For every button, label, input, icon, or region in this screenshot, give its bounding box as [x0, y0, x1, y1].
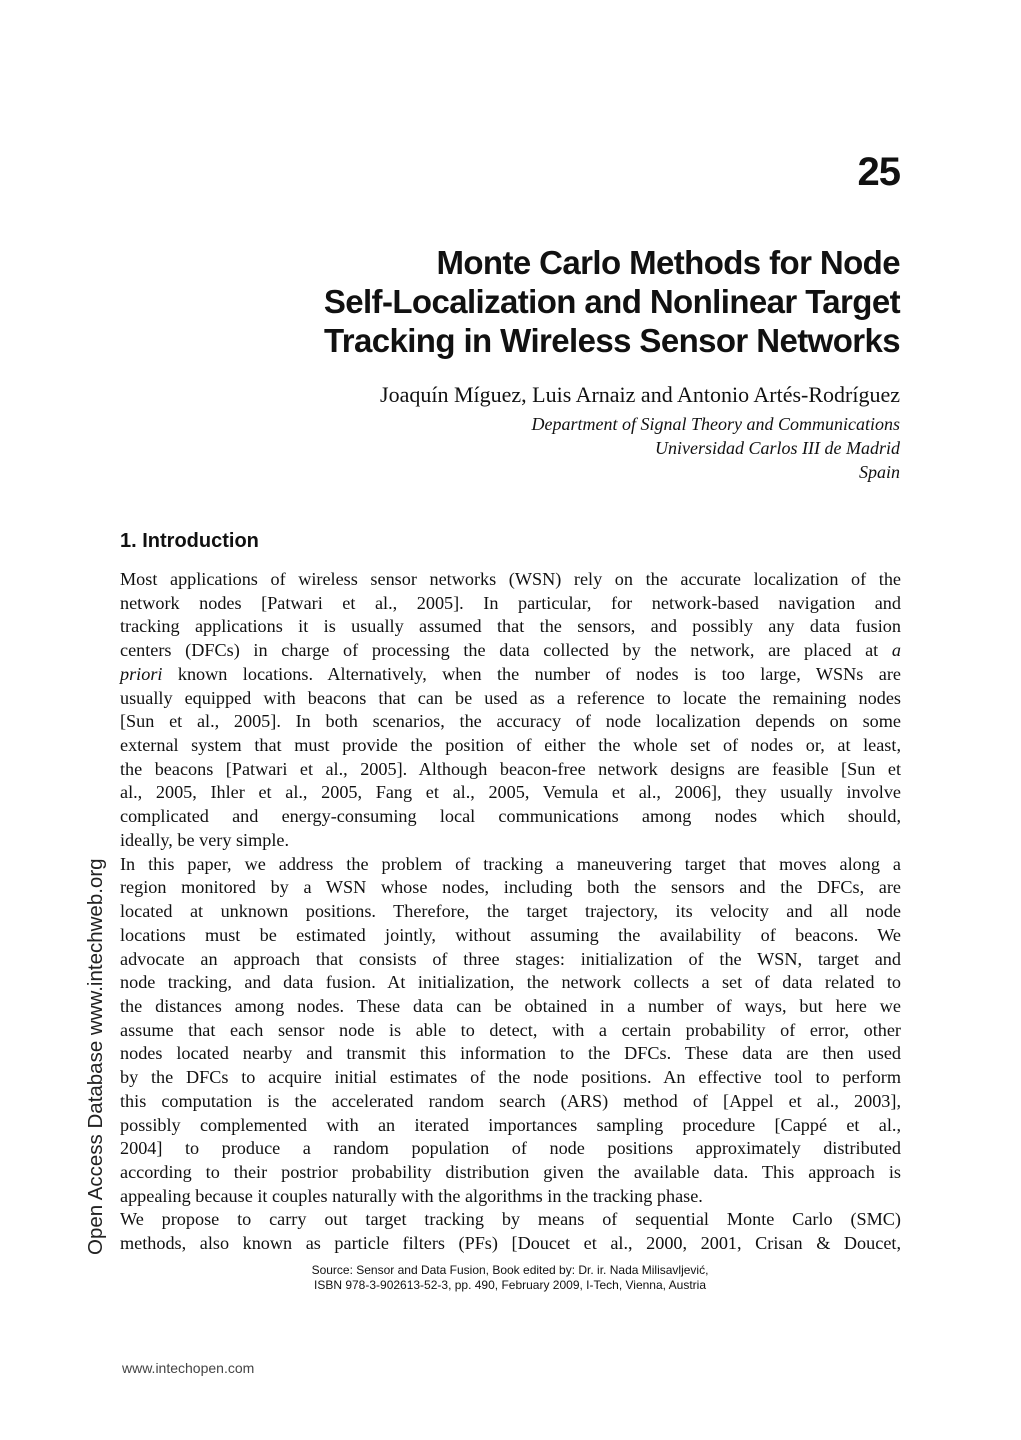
title-line: Tracking in Wireless Sensor Networks	[324, 322, 900, 359]
text-line: We propose to carry out target tracking by means of sequential Monte Carlo (SMC)	[120, 1209, 901, 1230]
italic-text: a	[891, 640, 901, 661]
text-line: the beacons [Patwari et al., 2005]. Although beacon-free network designs are feasible [Sun et	[120, 758, 901, 779]
text-line: locations must be estimated jointly, without assuming the availability of beacons. We	[120, 924, 901, 945]
vertical-database-label: Open Access Database www.intechweb.org	[84, 858, 107, 1255]
authors: Joaquín Míguez, Luis Arnaiz and Antonio Artés-Rodríguez	[380, 382, 900, 407]
source-line: ISBN 978-3-902613-52-3, pp. 490, February 2009, I-Tech, Vienna, Austria	[313, 1278, 707, 1292]
text-line: the distances among nodes. These data can be obtained in a number of ways, but here we	[120, 995, 901, 1016]
chapter-title	[200, 243, 900, 360]
source-citation	[290, 1263, 730, 1293]
text-line: region monitored by a WSN whose nodes, including both the sensors and the DFCs, are	[120, 877, 901, 898]
text-line: advocate an approach that consists of three stages: initialization of the WSN, target and	[120, 948, 901, 969]
footer-url: www.intechopen.com	[122, 1360, 255, 1376]
italic-text: priori	[120, 663, 163, 684]
affiliation-department: Department of Signal Theory and Communications	[531, 414, 900, 434]
text-line: tracking applications it is usually assumed that the sensors, and possibly any data fusion	[120, 616, 901, 637]
text-line	[120, 639, 901, 663]
section-heading: 1. Introduction	[120, 530, 259, 552]
text-line: methods, also known as particle filters (PFs) [Doucet et al., 2000, 2001, Crisan & Doucet,	[120, 1233, 901, 1254]
text-line: according to their postrior probability distribution given the available data. This approach is	[120, 1161, 901, 1182]
text-line: al., 2005, Ihler et al., 2005, Fang et al., 2005, Vemula et al., 2006], they usually involve	[120, 782, 901, 803]
title-line: Self-Localization and Nonlinear Target	[323, 283, 900, 320]
title-line: Monte Carlo Methods for Node	[436, 244, 900, 281]
text-line: nodes located nearby and transmit this information to the DFCs. These data are then used	[120, 1043, 901, 1064]
text-run: known locations. Alternatively, when the number of nodes is too large, WSNs are	[162, 663, 901, 684]
affiliation-university: Universidad Carlos III de Madrid	[655, 438, 900, 458]
text-line: located at unknown positions. Therefore, the target trajectory, its velocity and all node	[120, 901, 901, 922]
text-line: node tracking, and data fusion. At initialization, the network collects a set of data related to	[120, 972, 901, 993]
text-line: Most applications of wireless sensor networks (WSN) rely on the accurate localization of the	[120, 569, 901, 589]
text-line: assume that each sensor node is able to detect, with a certain probability of error, other	[120, 1019, 901, 1040]
text-line: In this paper, we address the problem of tracking a maneuvering target that moves along a	[120, 853, 901, 874]
text-line	[120, 663, 901, 687]
text-line: appealing because it couples naturally with the algorithms in the tracking phase.	[120, 1185, 703, 1206]
source-line: Source: Sensor and Data Fusion, Book edited by: Dr. ir. Nada Milisavljević,	[311, 1263, 709, 1277]
text-line: 2004] to produce a random population of node positions approximately distributed	[120, 1138, 901, 1159]
text-line: network nodes [Patwari et al., 2005]. In particular, for network-based navigation and	[120, 592, 901, 613]
text-line: external system that must provide the position of either the whole set of nodes or, at least,	[120, 735, 901, 756]
affiliation	[532, 412, 900, 484]
text-line: usually equipped with beacons that can be used as a reference to locate the remaining nodes	[120, 687, 901, 708]
chapter-number: 25	[857, 150, 900, 194]
text-line: complicated and energy-consuming local communications among nodes which should,	[120, 806, 901, 827]
text-run: centers (DFCs) in charge of processing the data collected by the network, are placed at	[120, 640, 892, 661]
text-line: [Sun et al., 2005]. In both scenarios, the accuracy of node localization depends on some	[120, 711, 901, 732]
text-line: ideally, be very simple.	[120, 829, 290, 850]
text-line: by the DFCs to acquire initial estimates of the node positions. An effective tool to perform	[120, 1067, 901, 1088]
affiliation-country: Spain	[858, 462, 900, 482]
text-line: possibly complemented with an iterated importances sampling procedure [Cappé et al.,	[120, 1114, 901, 1135]
body-text	[120, 568, 901, 1256]
text-line: this computation is the accelerated random search (ARS) method of [Appel et al., 2003],	[120, 1090, 901, 1111]
